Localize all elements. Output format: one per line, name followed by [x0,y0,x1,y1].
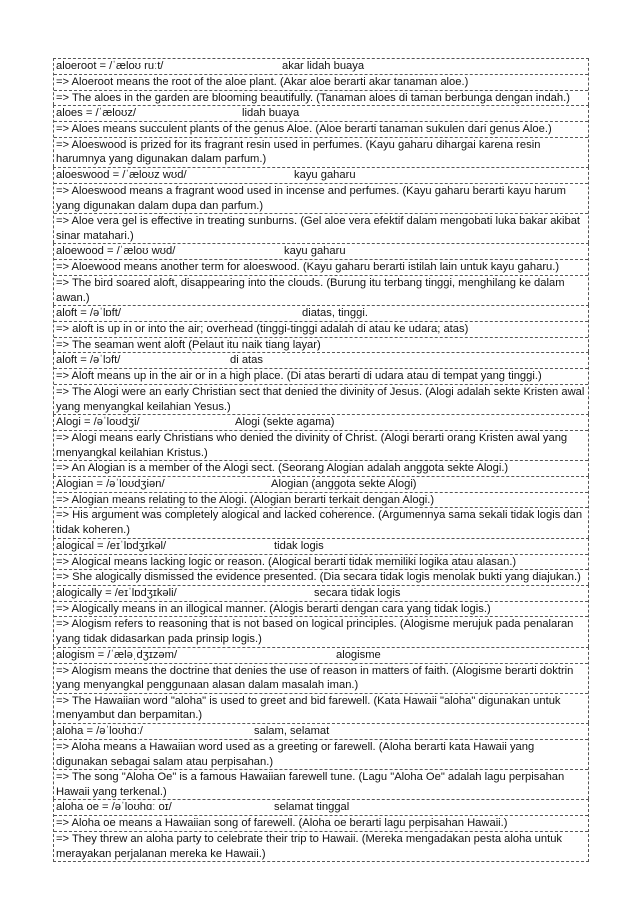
translation: secara tidak logis [314,586,401,599]
example-sentence: => Aloft means up in the air or in a high place. (Di atas berarti di udara atau di tempat yang tinggi.) [54,369,588,385]
entry-header [54,724,588,740]
dictionary-entry [53,167,589,243]
headword: aloft = /əˈlɒft/ [56,307,121,320]
example-sentence: => Alogism means the doctrine that denies the use of reason in matters of faith. (Alogisme berarti doktrin yang menyangkal penggunaan alasan dalam masalah iman.) [54,664,588,694]
headword: alogically = /eɪˈlɒdʒɪkəli/ [56,586,177,599]
example-sentence: => Aloha oe means a Hawaiian song of farewell. (Aloha oe berarti lagu perpisahan Hawaii.) [54,816,588,832]
headword: Alogian = /əˈloʊdʒiən/ [56,477,165,490]
example-sentence: => They threw an aloha party to celebrate their trip to Hawaii. (Mereka mengadakan pesta aloha untuk merayakan perjalanan mereka ke Hawaii.) [56,832,563,860]
dictionary-entry [53,305,589,352]
example-sentence: => Alogically means in an illogical manner. (Alogis berarti dengan cara yang tidak logis.) [54,602,588,618]
dictionary-entry [53,538,589,585]
entry-header [54,353,588,369]
headword: aloft = /əˈlɔft/ [56,354,121,367]
example-sentence: => The seaman went aloft (Pelaut itu naik tiang layar) [56,338,321,351]
dictionary-entry [53,799,589,862]
translation: alogisme [336,648,381,661]
example-sentence: => She alogically dismissed the evidence presented. (Dia secara tidak logis menolak bukti yang diajukan.) [56,571,581,584]
entry-header [54,586,588,602]
headword: aloha oe = /əˈloʊhɑː oɪ/ [56,801,172,814]
dictionary-entry [53,723,589,799]
example-sentence: => The Hawaiian word "aloha" is used to greet and bid farewell. (Kata Hawaii "aloha" digunakan untuk menyambut dan berpamitan.) [56,694,561,722]
example-sentence: => An Alogian is a member of the Alogi sect. (Seorang Alogian adalah anggota sekte Alogi.) [56,462,509,475]
example-sentence: => Alogical means lacking logic or reason. (Alogical berarti tidak memiliki logika atau alasan.) [54,555,588,571]
example-sentence: => Alogi means early Christians who denied the divinity of Christ. (Alogi berarti orang Kristen awal yang menyangkal keilahian Kristus.) [54,431,588,461]
entry-header [54,306,588,322]
dictionary-entry [53,476,589,538]
example-sentence: => Aloe vera gel is effective in treating sunburns. (Gel aloe vera efektif dalam mengobati luka bakar akibat sinar matahari.) [56,215,581,242]
dictionary-entry [53,58,589,105]
example-sentence: => The song "Aloha Oe" is a famous Hawaiian farewell tune. (Lagu "Aloha Oe" adalah lagu perpisahan Hawaii yang terkenal.) [56,771,565,798]
example-sentence: => Aloha means a Hawaiian word used as a greeting or farewell. (Aloha berarti kata Hawaii yang digunakan sebagai salam atau perpisahan.) [54,740,588,770]
translation: diatas, tinggi. [302,307,368,320]
entry-header [54,477,588,493]
example-sentence: => The aloes in the garden are blooming beautifully. (Tanaman aloes di taman berbunga dengan indah.) [56,91,570,104]
headword: aloeroot = /ˈæloʊ ruːt/ [56,60,164,72]
example-sentence: => Aloeroot means the root of the aloe plant. (Akar aloe berarti akar tanaman aloe.) [54,75,588,91]
headword: Alogi = /əˈloʊdʒi/ [56,416,140,429]
example-sentence: => The bird soared aloft, disappearing into the clouds. (Burung itu terbang tinggi, menghilang ke dalam awan.) [56,276,565,304]
entry-header [54,539,588,555]
translation: tidak logis [274,539,324,552]
example-sentence: => Aloeswood means a fragrant wood used in incense and perfumes. (Kayu gaharu berarti kayu harum yang digunakan dalam dupa dan parfum.) [54,184,588,214]
headword: alogism = /ˈæləˌdʒɪzəm/ [56,648,178,661]
entry-header [54,415,588,431]
translation: kayu gaharu [294,168,356,181]
entry-header [54,168,588,184]
dictionary-entry [53,105,589,167]
translation: di atas [230,354,263,367]
translation: akar lidah buaya [282,60,365,72]
translation: selamat tinggal [274,801,350,814]
entry-header [54,59,588,75]
entry-header [54,800,588,816]
headword: aloewood = /ˈæloʊ wʊd/ [56,245,176,258]
translation: Alogi (sekte agama) [235,416,335,429]
entry-header [54,648,588,664]
headword: alogical = /eɪˈlɒdʒɪkəl/ [56,539,167,552]
dictionary-entry [53,647,589,723]
example-sentence: => Alogian means relating to the Alogi. (Alogian berarti terkait dengan Alogi.) [54,493,588,509]
dictionary-entry [53,243,589,305]
example-sentence: => Aloeswood is prized for its fragrant resin used in perfumes. (Kayu gaharu dihargai karena resin harumnya yang digunakan dalam parfum.) [56,138,541,166]
headword: aloha = /əˈloʊhɑː/ [56,725,143,737]
entry-header [54,106,588,122]
dictionary-page [53,58,589,862]
entry-header [54,244,588,260]
translation: Alogian (anggota sekte Alogi) [271,477,417,490]
dictionary-entry [53,352,589,414]
example-sentence: => Alogism refers to reasoning that is not based on logical principles. (Alogisme merujuk pada penalaran yang tidak didasarkan pada prinsip logis.) [56,618,574,646]
translation: lidah buaya [242,107,300,120]
example-sentence: => Aloewood means another term for aloeswood. (Kayu gaharu berarti istilah lain untuk kayu gaharu.) [54,260,588,276]
dictionary-entry [53,585,589,647]
headword: aloes = /ˈæloʊz/ [56,107,137,120]
dictionary-entry [53,414,589,476]
headword: aloeswood = /ˈæloʊz wʊd/ [56,168,187,181]
example-sentence: => His argument was completely alogical and lacked coherence. (Argumennya sama sekali tidak logis dan tidak koheren.) [56,509,583,537]
example-sentence: => The Alogi were an early Christian sect that denied the divinity of Jesus. (Alogi adalah sekte Kristen awal yang menyangkal keilahian Yesus.) [56,385,585,413]
example-sentence: => Aloes means succulent plants of the genus Aloe. (Aloe berarti tanaman sukulen dari genus Aloe.) [54,122,588,138]
example-sentence: => aloft is up in or into the air; overhead (tinggi-tinggi adalah di atau ke udara; atas) [54,322,588,338]
translation: kayu gaharu [284,245,346,258]
translation: salam, selamat [254,725,330,737]
